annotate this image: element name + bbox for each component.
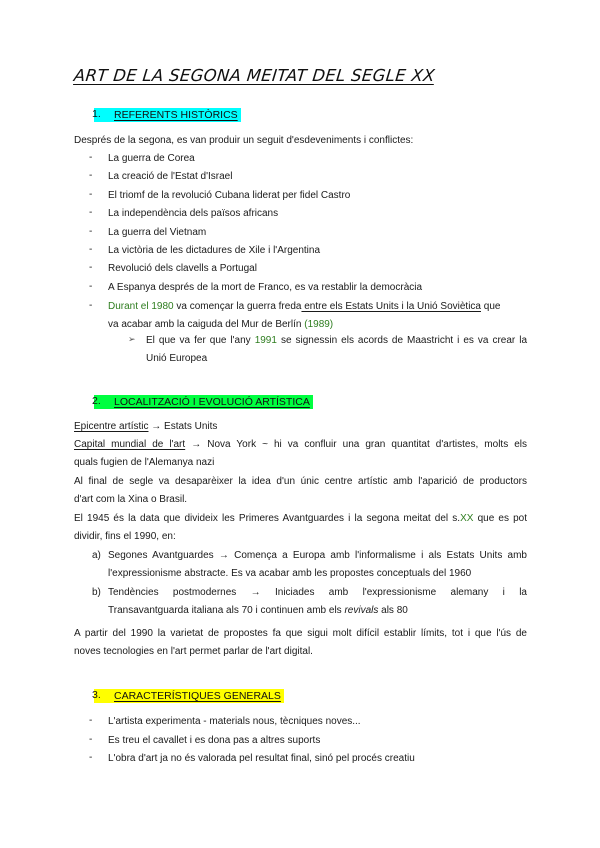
paragraph-3-line-1: A partir del 1990 la varietat de propostes fa que sigui molt difícil establir límits, tot i que l'ús de <box>74 628 527 639</box>
section-number-1: 1. <box>92 108 101 120</box>
section-heading-3-text: CARACTERÍSTIQUES GENERALS <box>114 690 281 702</box>
list-dash: - <box>89 300 93 311</box>
cold-war-underlined: entre els Estats Units i la Unió Soviètica <box>301 301 481 312</box>
list-item: Es treu el cavallet i es dona pas a altres suports <box>108 734 321 746</box>
list-item: La independència dels països africans <box>108 208 279 220</box>
cold-war-line-2-text: va acabar amb la caiguda del Mur de Berlín <box>108 319 302 330</box>
cold-war-line-1 <box>108 300 500 313</box>
list-dash: - <box>89 152 93 163</box>
list-b-line-2 <box>108 604 408 617</box>
list-dash: - <box>89 752 93 763</box>
list-item: L'obra d'art ja no és valorada pel resultat final, sinó pel procés creatiu <box>108 753 415 764</box>
list-b-revivals: revivals <box>344 605 379 616</box>
list-b-line-2-end: als 80 <box>378 605 408 616</box>
list-dash: - <box>89 244 93 255</box>
capital-line-1 <box>74 438 527 451</box>
list-item: La guerra del Vietnam <box>108 226 207 238</box>
list-marker-a: a) <box>92 550 101 561</box>
cold-war-line-2 <box>108 318 333 331</box>
list-marker-b: b) <box>92 587 101 598</box>
list-dash: - <box>89 715 93 726</box>
paragraph-1-line-2: d'art com la Xina o Brasil. <box>74 494 188 505</box>
list-dash: - <box>89 733 93 745</box>
eu-text-post: se signessin els acords de Maastricht i es va crear la <box>280 335 528 346</box>
arrow-bullet-icon: ➢ <box>128 334 136 344</box>
list-a-line-1: Segones Avantguardes → Comença a Europa amb l'informalisme i als Estats Units amb <box>108 550 527 561</box>
list-b-line-1: Tendències postmodernes → Iniciades amb l'expressionisme alemany i la <box>108 587 527 598</box>
paragraph-2-line-1 <box>74 512 527 525</box>
paragraph-1-line-1: Al final de segle va desaparèixer la idea d'un únic centre artístic amb l'aparició de productors <box>74 476 527 487</box>
list-dash: - <box>89 188 93 200</box>
paragraph-2-text: El 1945 és la data que divideix les Primeres Avantguardes i la segona meitat del s. <box>74 513 461 524</box>
section-heading-1-text: REFERENTS HISTÒRICS <box>114 109 238 121</box>
cold-war-date: Durant el 1980 <box>108 301 174 312</box>
paragraph-2-century: XX <box>460 513 474 524</box>
list-dash: - <box>89 262 93 274</box>
list-dash: - <box>89 280 93 292</box>
capital-label: Capital mundial de l'art <box>74 439 186 450</box>
eu-line-1 <box>146 334 527 347</box>
list-a-line-2: l'expressionisme abstracte. Es va acabar amb les propostes conceptuals del 1960 <box>108 568 472 579</box>
list-dash: - <box>89 225 93 237</box>
list-item: A Espanya després de la mort de Franco, es va restablir la democràcia <box>108 281 423 293</box>
list-item: La creació de l'Estat d'Israel <box>108 171 233 183</box>
eu-year: 1991 <box>254 335 277 346</box>
section-heading-2-highlight <box>94 395 313 409</box>
list-dash: - <box>89 207 93 219</box>
list-dash: - <box>89 170 93 182</box>
section-number-3: 3. <box>92 689 101 701</box>
cold-war-end: que <box>480 301 501 312</box>
section-heading-3-highlight <box>94 689 284 703</box>
paragraph-2-end: que es pot <box>473 513 528 524</box>
epicentre-value: → Estats Units <box>151 421 218 432</box>
epicentre-label: Epicentre artístic <box>74 421 149 432</box>
eu-line-2: Unió Europea <box>146 353 208 364</box>
eu-text-pre: El que va fer que l'any <box>146 335 251 346</box>
list-item: Revolució dels clavells a Portugal <box>108 263 257 275</box>
list-item: La victòria de les dictadures de Xile i l'Argentina <box>108 245 321 256</box>
cold-war-year: (1989) <box>304 319 334 330</box>
paragraph-3-line-2: noves tecnologies en l'art permet parlar de l'art digital. <box>74 646 313 657</box>
list-item: La guerra de Corea <box>108 153 195 164</box>
section-heading-2-text: LOCALITZACIÓ I EVOLUCIÓ ARTÍSTICA <box>114 396 310 408</box>
list-b-line-2-text: Transavantguarda italiana als 70 i continuen amb els <box>108 605 345 616</box>
section-heading-1-highlight <box>94 108 241 122</box>
cold-war-text: va començar la guerra freda <box>173 301 302 312</box>
list-item: L'artista experimenta - materials nous, tècniques noves... <box>108 716 361 727</box>
list-item: El triomf de la revolució Cubana liderat per fidel Castro <box>108 189 351 201</box>
capital-text: → Nova York ~ hi va confluir una gran quantitat d'artistes, molts els <box>191 439 528 450</box>
epicentre-line <box>74 420 217 433</box>
section-1-intro: Després de la segona, es van produir un seguit d'esdeveniments i conflictes: <box>74 135 414 146</box>
section-number-2: 2. <box>92 395 101 407</box>
document-title: ART DE LA SEGONA MEITAT DEL SEGLE XX <box>73 66 436 85</box>
paragraph-2-line-2: dividir, fins el 1990, en: <box>74 531 176 542</box>
capital-line-2: quals fugien de l'Alemanya nazi <box>74 457 215 468</box>
